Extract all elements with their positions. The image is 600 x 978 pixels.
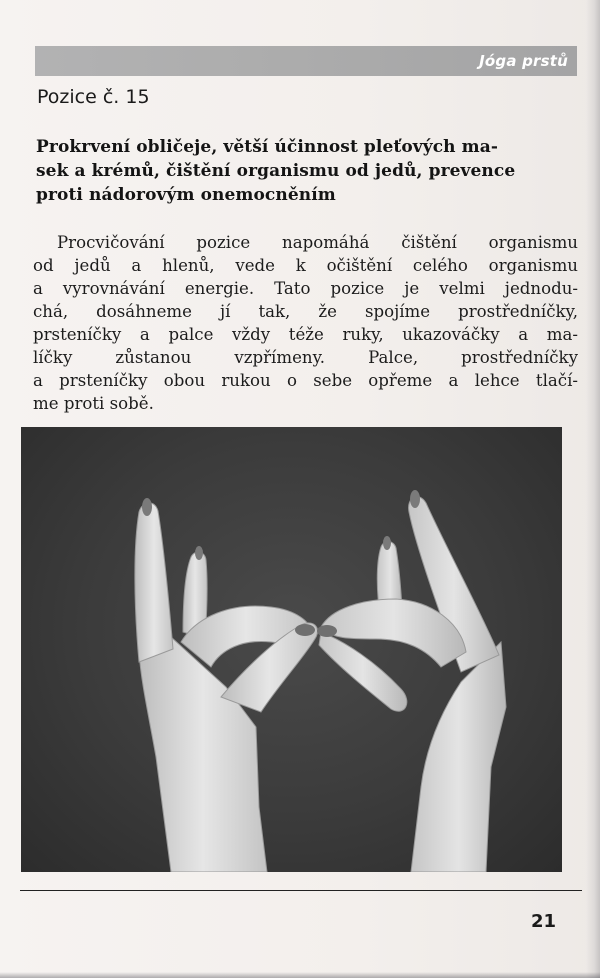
body-line: a vyrovnávání energie. Tato pozice je velmi jednodu- bbox=[33, 279, 578, 298]
running-header-bar bbox=[35, 46, 577, 76]
fingernail bbox=[317, 625, 337, 637]
footer-rule bbox=[20, 890, 582, 891]
fingernail bbox=[142, 498, 152, 516]
body-line: Procvičování pozice napomáhá čištění organismu bbox=[57, 233, 578, 252]
fingernail bbox=[295, 624, 315, 636]
position-number-label: Pozice č. 15 bbox=[37, 86, 150, 108]
fingernail bbox=[195, 546, 203, 560]
hands-illustration bbox=[21, 427, 562, 872]
body-line: prsteníčky a palce vždy téže ruky, ukazováčky a ma- bbox=[33, 325, 578, 344]
bottom-edge-shadow bbox=[0, 972, 600, 978]
right-hand bbox=[319, 497, 506, 872]
body-line: a prsteníčky obou rukou o sebe opřeme a lehce tlačí- bbox=[33, 371, 578, 390]
page-number: 21 bbox=[530, 911, 556, 932]
body-paragraph bbox=[33, 231, 578, 415]
fingernail bbox=[410, 490, 420, 508]
fingernail bbox=[383, 536, 391, 550]
running-header-title: Jóga prstů bbox=[479, 52, 568, 70]
hand-position-photo bbox=[21, 427, 562, 872]
heading-line: sek a krémů, čištění organismu od jedů, prevence bbox=[36, 161, 516, 181]
left-hand bbox=[135, 503, 318, 872]
body-line: me proti sobě. bbox=[33, 394, 154, 413]
body-line: chá, dosáhneme jí tak, že spojíme prostředníčky, bbox=[33, 302, 578, 321]
page-edge-shadow bbox=[586, 0, 600, 978]
heading-line: Prokrvení obličeje, větší účinnost pleťových ma- bbox=[36, 137, 499, 157]
body-line: líčky zůstanou vzpřímeny. Palce, prostředníčky bbox=[33, 348, 578, 367]
heading-line: proti nádorovým onemocněním bbox=[36, 185, 336, 205]
section-heading bbox=[36, 135, 576, 207]
body-line: od jedů a hlenů, vede k očištění celého organismu bbox=[33, 256, 578, 275]
